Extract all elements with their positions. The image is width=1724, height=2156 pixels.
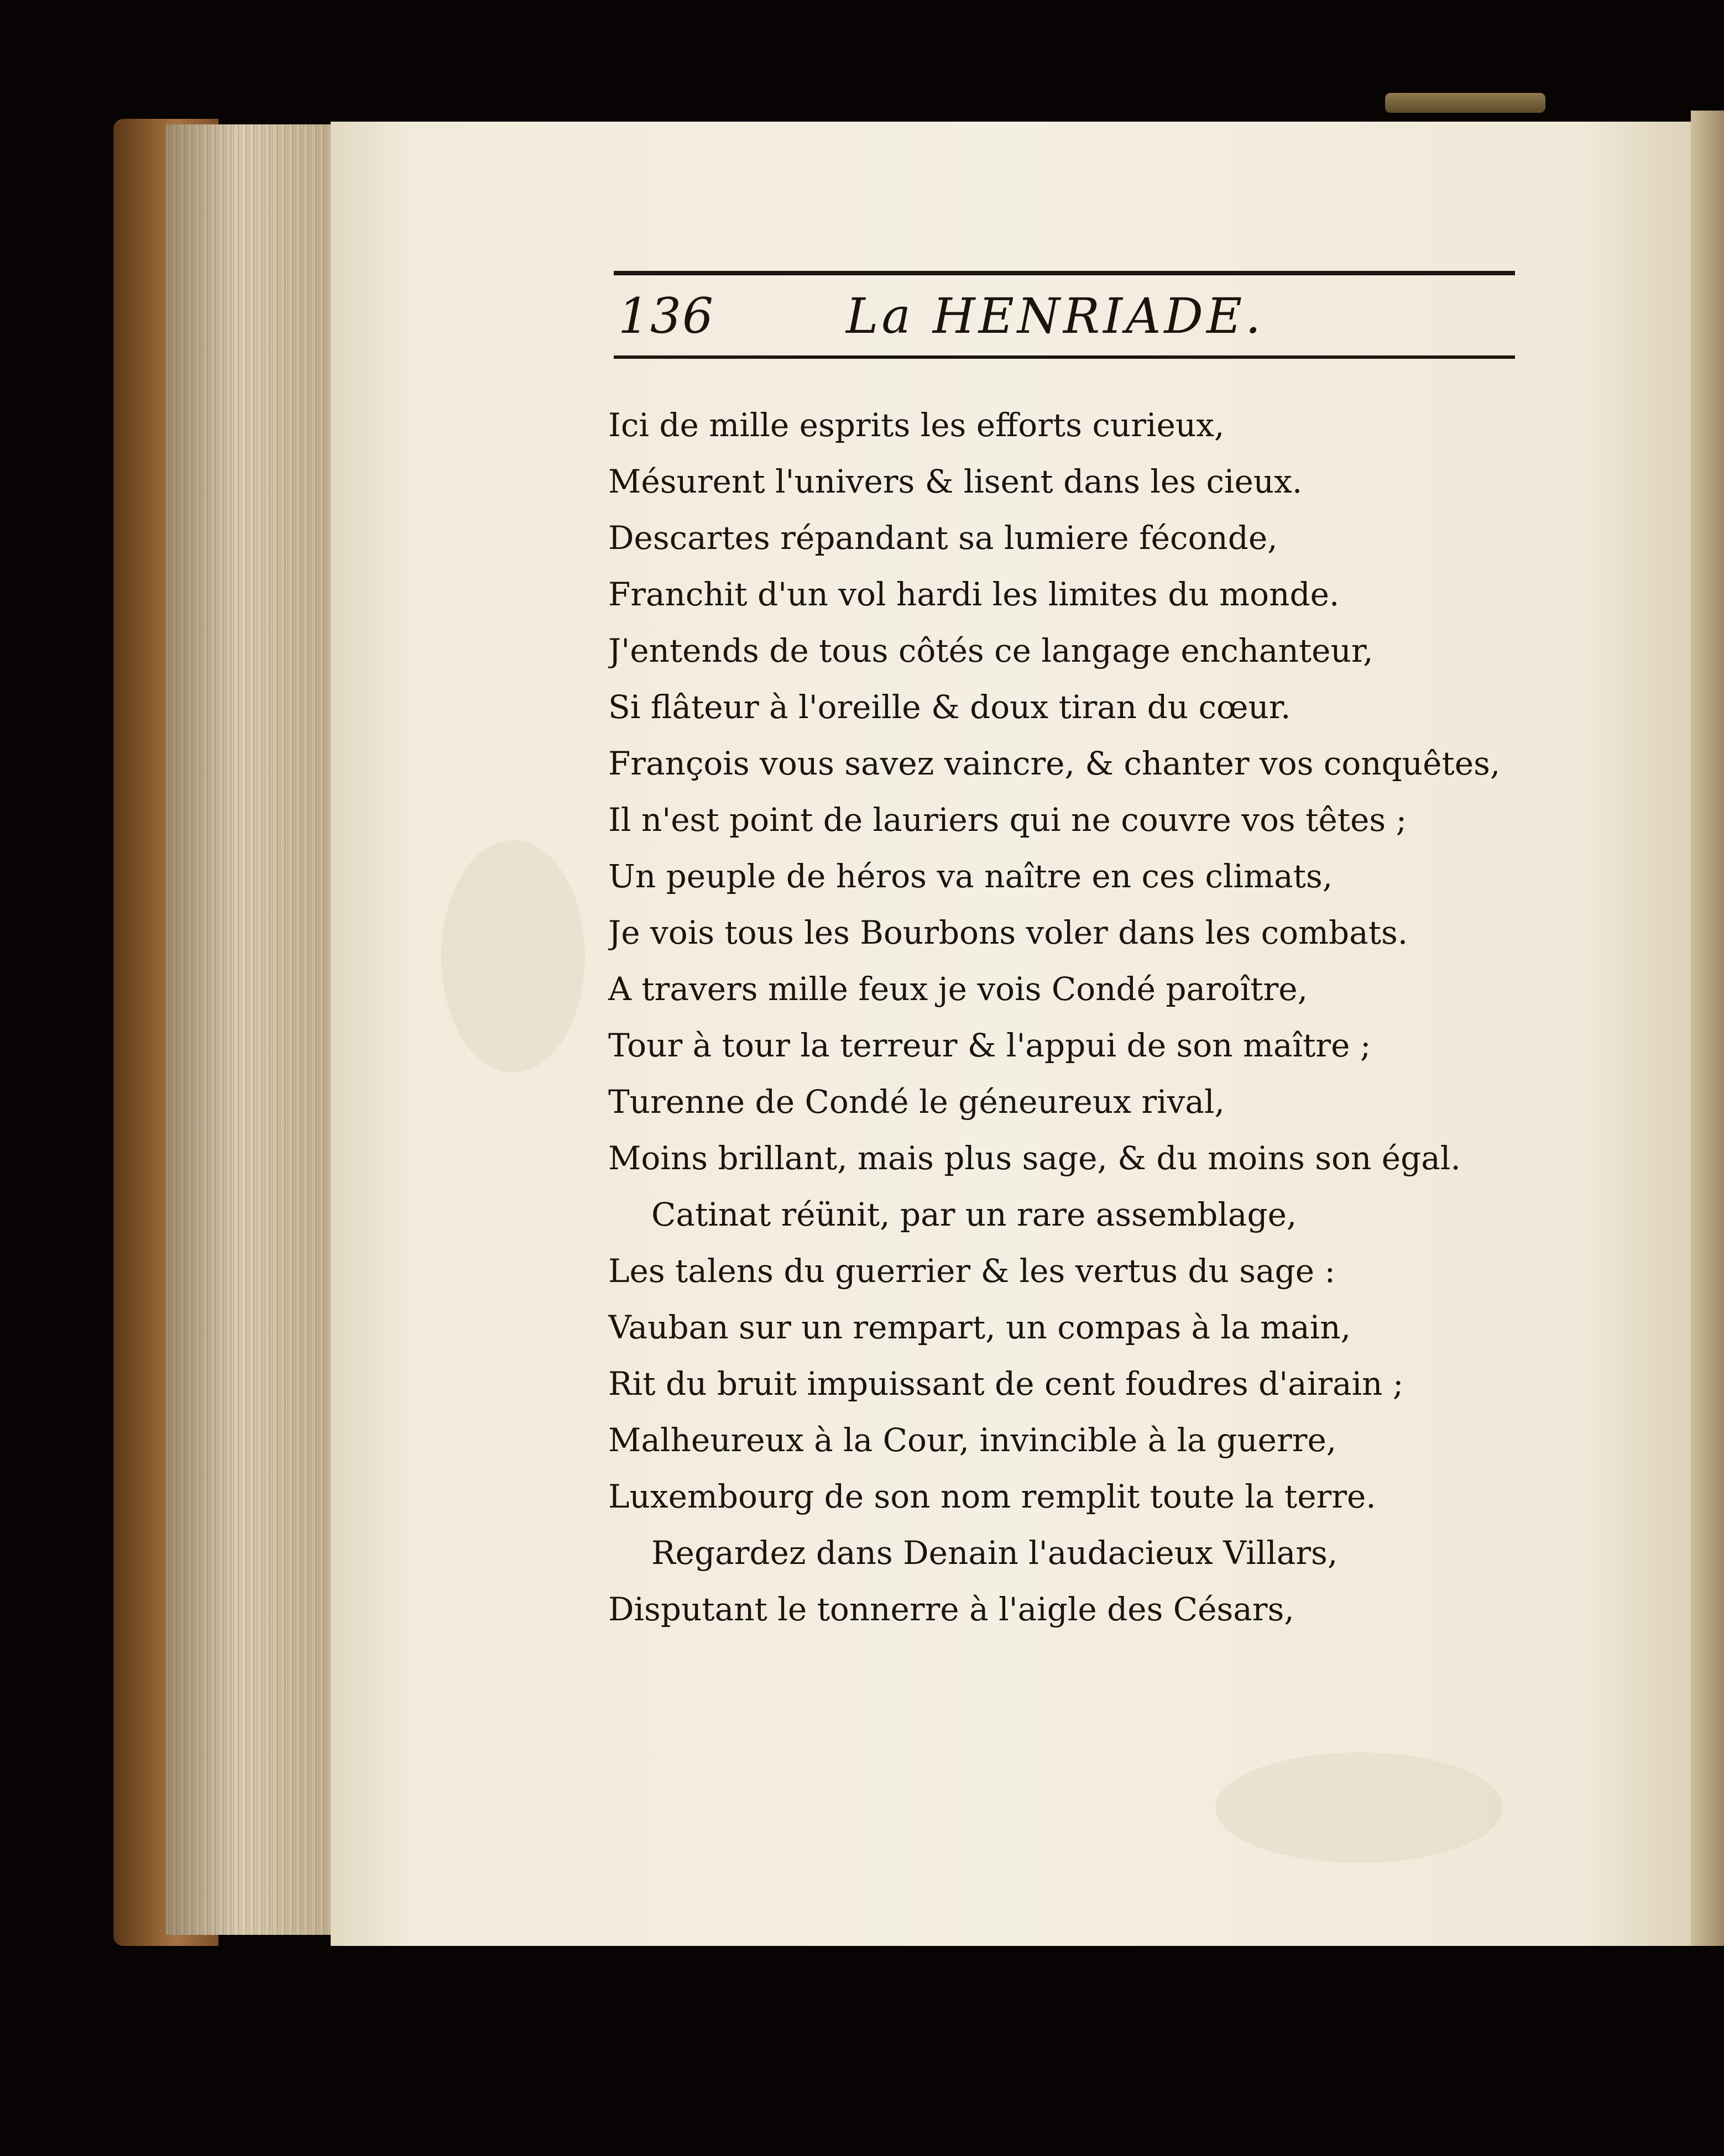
verse-line: Rit du bruit impuissant de cent foudres d'airain ; <box>608 1365 1404 1403</box>
paper-stain <box>1215 1752 1503 1863</box>
verse-line: Tour à tour la terreur & l'appui de son maître ; <box>608 1027 1371 1064</box>
page-block-edges <box>166 124 332 1935</box>
header-rule-top <box>614 271 1515 275</box>
header-rule-bottom <box>614 355 1515 359</box>
verse-line: Descartes répandant sa lumiere féconde, <box>608 519 1278 557</box>
page-number: 136 <box>618 287 714 344</box>
running-title: La HENRIADE. <box>846 287 1265 344</box>
verse-line: Franchit d'un vol hardi les limites du monde. <box>608 575 1340 613</box>
verse-line: Regardez dans Denain l'audacieux Villars, <box>651 1534 1338 1572</box>
verse-line: Vauban sur un rempart, un compas à la main, <box>608 1309 1351 1346</box>
verse-block <box>608 397 1548 1637</box>
verse-line: Ici de mille esprits les efforts curieux, <box>608 406 1225 444</box>
verse-line: Mésurent l'univers & lisent dans les cieux. <box>608 463 1303 500</box>
verse-line: Turenne de Condé le géneureux rival, <box>608 1083 1225 1121</box>
verse-line: Les talens du guerrier & les vertus du sage : <box>608 1252 1336 1290</box>
verse-line: Moins brillant, mais plus sage, & du moins son égal. <box>608 1139 1461 1177</box>
verse-line: Si flâteur à l'oreille & doux tiran du cœur. <box>608 688 1291 726</box>
running-header <box>614 283 1515 355</box>
verse-line: Il n'est point de lauriers qui ne couvre vos têtes ; <box>608 801 1407 839</box>
paper-stain <box>441 840 585 1072</box>
verse-line: Disputant le tonnerre à l'aigle des Césars, <box>608 1590 1294 1628</box>
book-clasp <box>1385 93 1545 113</box>
verse-line: Malheureux à la Cour, invincible à la guerre, <box>608 1421 1337 1459</box>
verse-line: J'entends de tous côtés ce langage enchanteur, <box>608 632 1373 669</box>
verse-line: A travers mille feux je vois Condé paroître, <box>608 970 1308 1008</box>
facing-page-edge <box>1691 111 1724 1946</box>
verse-line: Catinat réünit, par un rare assemblage, <box>651 1196 1297 1233</box>
verse-line: François vous savez vaincre, & chanter vos conquêtes, <box>608 745 1501 782</box>
verse-line: Je vois tous les Bourbons voler dans les combats. <box>608 914 1408 951</box>
verse-line: Luxembourg de son nom remplit toute la terre. <box>608 1478 1376 1515</box>
verse-line: Un peuple de héros va naître en ces climats, <box>608 857 1333 895</box>
